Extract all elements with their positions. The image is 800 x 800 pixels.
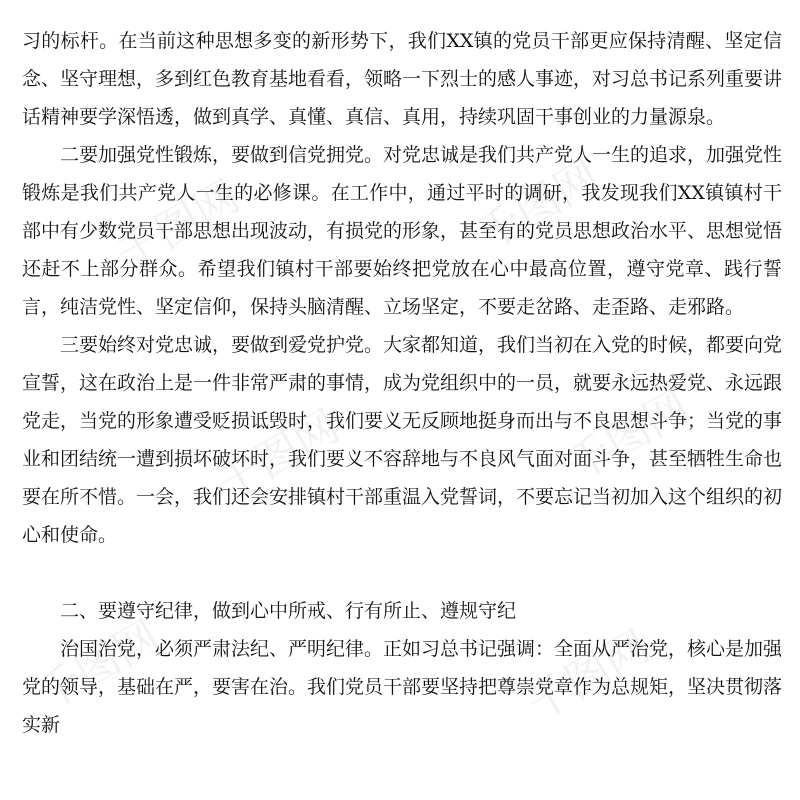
watermark: 千图网 (108, 170, 249, 281)
section-heading: 二、要遵守纪律，做到心中所戒、行有所止、遵规守纪 (60, 600, 517, 622)
document-body (22, 22, 782, 744)
watermark: 千图网 (28, 610, 169, 721)
watermark: 千图网 (518, 620, 659, 731)
paragraph: 三要始终对党忠诚，要做到爱党护党。大家都知道，我们当初在入党的时候，都要向党宣誓，这在政治上是一件非常严肃的事情，成为党组织中的一员，就要永远热爱党、永远跟党走，当党的形象遭受贬损诋毁时，我们要义无反顾地挺身而出与不良思想斗争；当党的事业和团结统一遭到损坏破坏时，我们要义不容辞地与不良风气面对面斗争，甚至牺牲生命也要在所不惜。一会，我们还会安排镇村干部重温入党誓词，不要忘记当初加入这个组织的初心和使命。 (22, 334, 783, 546)
paragraph: 习的标杆。在当前这种思想多变的新形势下，我们XX镇的党员干部更应保持清醒、坚定信念、坚守理想，多到红色教育基地看看，领略一下烈士的感人事迹，对习总书记系列重要讲话精神要学深悟透，做到真学、真懂、真信、真用，持续巩固干事创业的力量源泉。 (22, 30, 783, 128)
paragraph: 治国治党，必须严肃法纪、严明纪律。正如习总书记强调：全面从严治党，核心是加强党的领导，基础在严，要害在治。我们党员干部要坚持把尊崇党章作为总规矩，坚决贯彻落实新 (22, 638, 783, 736)
watermark: 千图网 (558, 380, 699, 491)
paragraph: 二要加强党性锻炼，要做到信党拥党。对党忠诚是我们共产党人一生的追求，加强党性锻炼是我们共产党人一生的必修课。在工作中，通过平时的调研，我发现我们XX镇镇村干部中有少数党员干部思想出现波动，有损党的形象，甚至有的党员思想政治水平、思想觉悟还赶不上部分群众。希望我们镇村干部要始终把党放在心中最高位置，遵守党章、践行誓言，纯洁党性、坚定信仰，保持头脑清醒、立场坚定，不要走岔路、走歪路、走邪路。 (22, 144, 783, 318)
watermark: 千图网 (208, 400, 349, 511)
paragraph-gap (22, 554, 782, 592)
watermark: 千图网 (468, 150, 609, 261)
